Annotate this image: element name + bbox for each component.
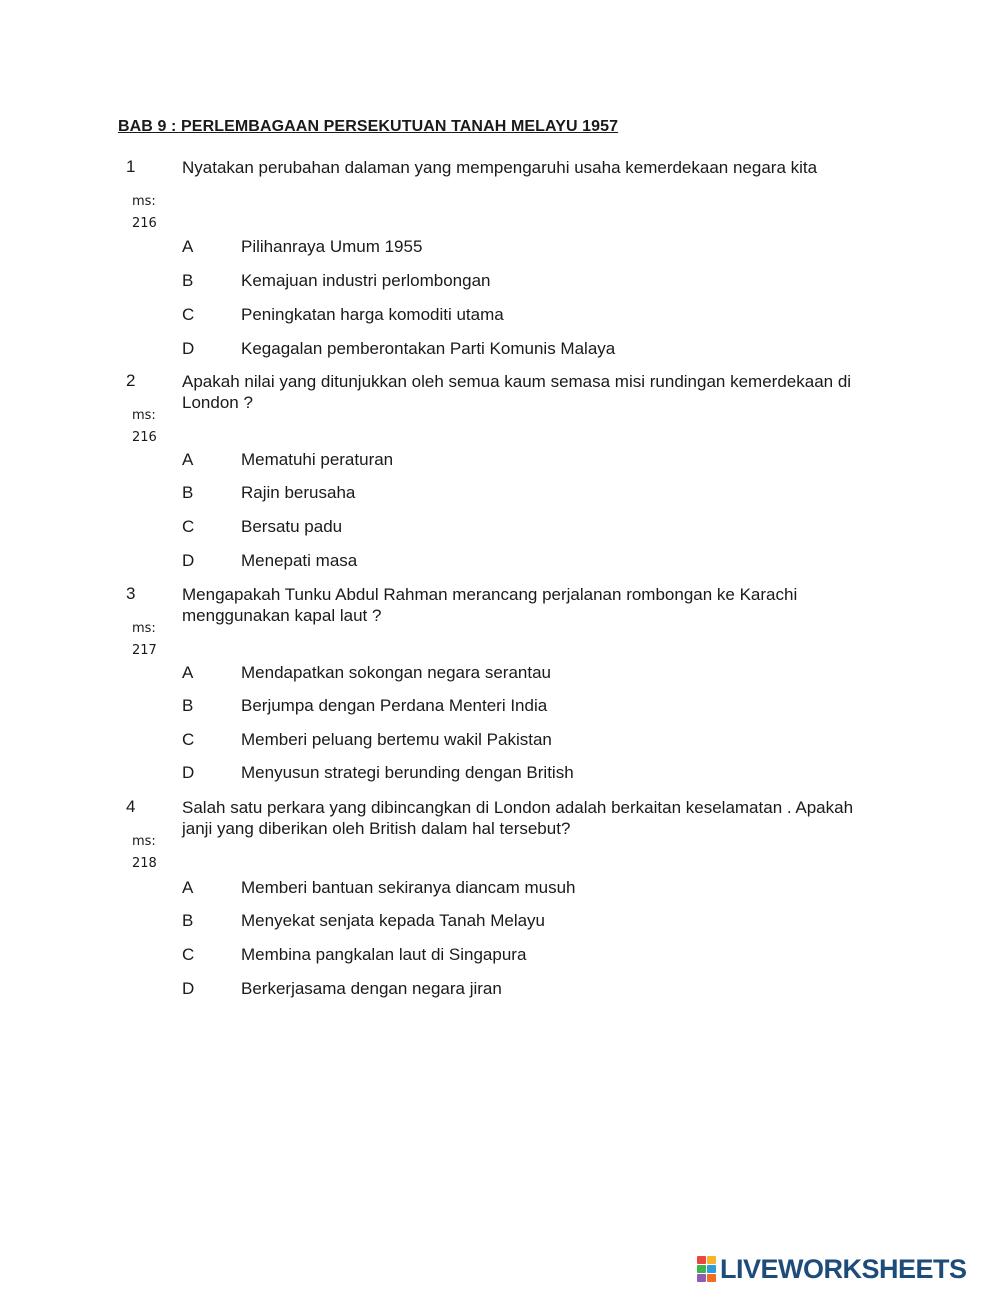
option-3a[interactable] [0,663,1000,685]
option-letter: B [182,271,194,290]
option-2a[interactable] [0,450,1000,472]
option-text: Rajin berusaha [241,483,356,502]
liveworksheets-logo[interactable] [697,1255,967,1283]
question-text: Mengapakah Tunku Abdul Rahman merancang perjalanan rombongan ke Karachi menggunakan kapal laut ? [182,585,798,625]
option-letter: A [182,450,194,469]
option-letter: D [182,551,195,570]
page-title: BAB 9 : PERLEMBAGAAN PERSEKUTUAN TANAH MELAYU 1957 [118,118,619,135]
option-letter: D [182,763,195,782]
page-reference: ms: 217 [132,621,157,658]
option-3b[interactable] [0,696,1000,718]
liveworksheets-logo-text: LIVEWORKSHEETS [720,1253,967,1284]
option-text: Menyekat senjata kepada Tanah Melayu [241,911,545,930]
option-letter: C [182,945,195,964]
question-number: 1 [126,157,136,176]
question-text: Apakah nilai yang ditunjukkan oleh semua kaum semasa misi rundingan kemerdekaan di London ? [182,372,852,412]
option-letter: B [182,911,194,930]
option-text: Berjumpa dengan Perdana Menteri India [241,696,548,715]
option-text: Memberi bantuan sekiranya diancam musuh [241,878,576,897]
option-letter: D [182,339,195,358]
option-text: Memberi peluang bertemu wakil Pakistan [241,730,552,749]
option-2b[interactable] [0,483,1000,505]
option-1b[interactable] [0,271,1000,293]
option-letter: D [182,979,195,998]
question-number: 2 [126,371,136,390]
logo-tile [707,1265,716,1273]
option-3d[interactable] [0,763,1000,785]
question-number: 4 [126,797,136,816]
option-letter: B [182,483,194,502]
option-letter: A [182,237,194,256]
option-text: Bersatu padu [241,517,343,536]
page-reference: ms: 218 [132,834,157,871]
option-letter: A [182,663,194,682]
question-text: Salah satu perkara yang dibincangkan di London adalah berkaitan keselamatan . Apakah janji yang diberikan oleh British dalam hal tersebut? [182,798,854,838]
option-text: Menyusun strategi berunding dengan British [241,763,574,782]
page-reference: ms: 216 [132,194,157,231]
logo-tile [697,1274,706,1282]
option-letter: C [182,517,195,536]
option-text: Membina pangkalan laut di Singapura [241,945,527,964]
liveworksheets-logo-icon [697,1256,717,1282]
page-reference: ms: 216 [132,408,157,445]
option-4d[interactable] [0,979,1000,1001]
option-1d[interactable] [0,339,1000,361]
option-letter: B [182,696,194,715]
question-number: 3 [126,584,136,603]
option-1c[interactable] [0,305,1000,327]
option-letter: C [182,305,195,324]
option-text: Kemajuan industri perlombongan [241,271,491,290]
logo-tile [707,1274,716,1282]
logo-tile [697,1265,706,1273]
logo-tile [697,1256,706,1264]
option-text: Berkerjasama dengan negara jiran [241,979,502,998]
question-text: Nyatakan perubahan dalaman yang mempengaruhi usaha kemerdekaan negara kita [182,158,818,177]
option-4c[interactable] [0,945,1000,967]
option-4b[interactable] [0,911,1000,933]
option-letter: A [182,878,194,897]
option-2c[interactable] [0,517,1000,539]
option-text: Pilihanraya Umum 1955 [241,237,423,256]
option-text: Mendapatkan sokongan negara serantau [241,663,552,682]
option-text: Menepati masa [241,551,358,570]
logo-tile [707,1256,716,1264]
option-1a[interactable] [0,237,1000,259]
option-2d[interactable] [0,551,1000,573]
option-text: Mematuhi peraturan [241,450,394,469]
option-letter: C [182,730,195,749]
option-4a[interactable] [0,878,1000,900]
option-3c[interactable] [0,730,1000,752]
option-text: Peningkatan harga komoditi utama [241,305,504,324]
option-text: Kegagalan pemberontakan Parti Komunis Malaya [241,339,616,358]
